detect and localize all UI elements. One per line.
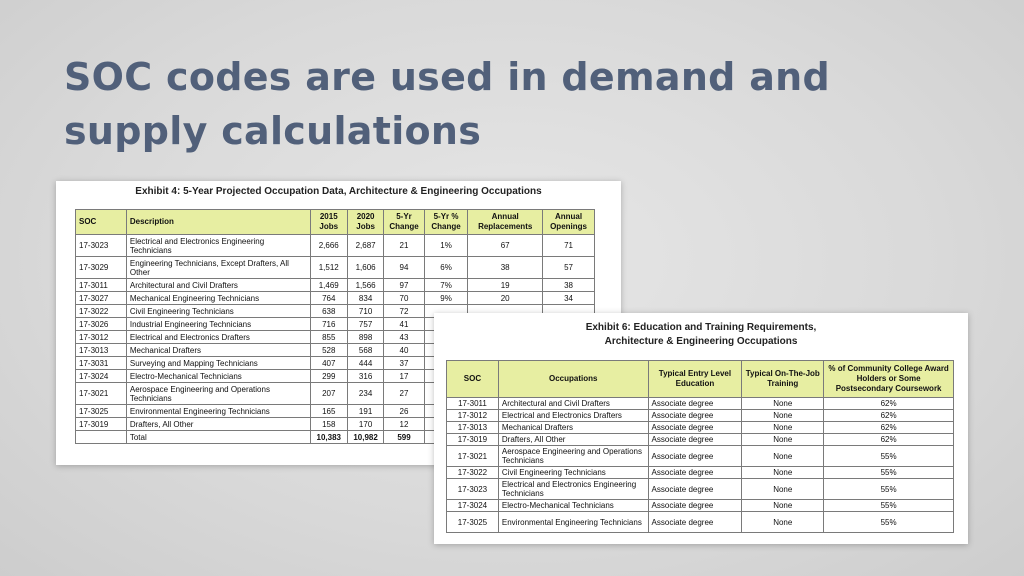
table-cell: Aerospace Engineering and Operations Technicians (498, 446, 648, 467)
table-cell: None (742, 422, 824, 434)
total-label: Total (126, 431, 310, 444)
column-header: Annual Replacements (468, 210, 543, 235)
table-cell: None (742, 500, 824, 512)
table-cell: 528 (310, 344, 347, 357)
table-cell: 17-3019 (447, 434, 499, 446)
exhibit-6-title-line-1: Exhibit 6: Education and Training Requirements, (585, 322, 817, 333)
table-cell: 17-3025 (447, 512, 499, 533)
table-cell: 1,469 (310, 279, 347, 292)
table-cell: 6% (424, 257, 468, 279)
table-cell: 70 (384, 292, 424, 305)
table-cell: 710 (347, 305, 383, 318)
table-cell: 55% (824, 467, 954, 479)
table-cell: 568 (347, 344, 383, 357)
table-cell: 17-3021 (76, 383, 127, 405)
table-cell: 38 (543, 279, 595, 292)
table-row (447, 500, 954, 512)
table-cell: None (742, 512, 824, 533)
table-cell: 855 (310, 331, 347, 344)
table-cell: Mechanical Drafters (498, 422, 648, 434)
table-cell: Aerospace Engineering and Operations Technicians (126, 383, 310, 405)
table-cell: Associate degree (648, 500, 742, 512)
table-cell: 207 (310, 383, 347, 405)
table-cell: Associate degree (648, 467, 742, 479)
table-cell: 1% (424, 235, 468, 257)
table-cell: 62% (824, 398, 954, 410)
table-cell: 41 (384, 318, 424, 331)
table-cell: 55% (824, 446, 954, 467)
table-row (447, 467, 954, 479)
table-cell (76, 431, 127, 444)
table-cell: Architectural and Civil Drafters (498, 398, 648, 410)
table-row (447, 479, 954, 500)
column-header: SOC (76, 210, 127, 235)
table-cell: 26 (384, 405, 424, 418)
table-cell: 62% (824, 422, 954, 434)
column-header: Typical On-The-Job Training (742, 361, 824, 398)
table-cell: None (742, 398, 824, 410)
table-cell: 55% (824, 479, 954, 500)
table-row (447, 512, 954, 533)
table-cell: 71 (543, 235, 595, 257)
table-cell: 40 (384, 344, 424, 357)
exhibit-6-title-line-2: Architecture & Engineering Occupations (604, 336, 798, 347)
table-row (447, 422, 954, 434)
table-row (76, 292, 595, 305)
column-header: 2020 Jobs (347, 210, 383, 235)
table-row (447, 398, 954, 410)
table-cell: 17-3011 (447, 398, 499, 410)
table-cell: 17-3031 (76, 357, 127, 370)
table-cell: Electro-Mechanical Technicians (498, 500, 648, 512)
table-cell: 2,666 (310, 235, 347, 257)
table-cell: Drafters, All Other (126, 418, 310, 431)
column-header: Description (126, 210, 310, 235)
table-cell: Associate degree (648, 398, 742, 410)
table-cell: 43 (384, 331, 424, 344)
table-cell: 7% (424, 279, 468, 292)
table-cell: Electro-Mechanical Technicians (126, 370, 310, 383)
table-cell: None (742, 479, 824, 500)
table-row (76, 235, 595, 257)
table-cell: 17-3025 (76, 405, 127, 418)
table-cell: Civil Engineering Technicians (126, 305, 310, 318)
table-cell: 17-3023 (447, 479, 499, 500)
table-cell: 19 (468, 279, 543, 292)
table-cell: 716 (310, 318, 347, 331)
table-cell: 17-3024 (447, 500, 499, 512)
table-cell: 17-3029 (76, 257, 127, 279)
table-cell: 21 (384, 235, 424, 257)
table-cell: None (742, 446, 824, 467)
table-cell: 57 (543, 257, 595, 279)
table-cell: Electrical and Electronics Drafters (498, 410, 648, 422)
table-cell: 834 (347, 292, 383, 305)
table-cell: None (742, 467, 824, 479)
table-cell: 1,512 (310, 257, 347, 279)
table-cell: 2,687 (347, 235, 383, 257)
table-cell: 20 (468, 292, 543, 305)
table-cell: Electrical and Electronics Drafters (126, 331, 310, 344)
table-cell: 12 (384, 418, 424, 431)
table-cell: 1,606 (347, 257, 383, 279)
table-cell: Civil Engineering Technicians (498, 467, 648, 479)
table-cell: 316 (347, 370, 383, 383)
table-cell: 72 (384, 305, 424, 318)
table-cell: 234 (347, 383, 383, 405)
exhibit-4-header-row (76, 210, 595, 235)
column-header: 5-Yr Change (384, 210, 424, 235)
table-cell: 34 (543, 292, 595, 305)
column-header: SOC (447, 361, 499, 398)
table-cell: Engineering Technicians, Except Drafters, All Other (126, 257, 310, 279)
table-cell: None (742, 410, 824, 422)
table-cell: 17-3013 (447, 422, 499, 434)
table-cell: 94 (384, 257, 424, 279)
table-cell: 299 (310, 370, 347, 383)
table-cell: 165 (310, 405, 347, 418)
table-cell: Surveying and Mapping Technicians (126, 357, 310, 370)
table-cell: Industrial Engineering Technicians (126, 318, 310, 331)
table-cell: 17-3012 (447, 410, 499, 422)
table-cell: 757 (347, 318, 383, 331)
table-cell: Associate degree (648, 434, 742, 446)
exhibit-6-header-row (447, 361, 954, 398)
total-2020-jobs: 10,982 (347, 431, 383, 444)
table-row (447, 434, 954, 446)
table-cell: 27 (384, 383, 424, 405)
exhibit-6-table (446, 360, 954, 533)
table-cell: 17-3022 (76, 305, 127, 318)
total-change: 599 (384, 431, 424, 444)
table-cell: 55% (824, 500, 954, 512)
table-cell: 17-3012 (76, 331, 127, 344)
table-cell: 17-3019 (76, 418, 127, 431)
table-cell: 17-3013 (76, 344, 127, 357)
table-cell: 407 (310, 357, 347, 370)
table-cell: 170 (347, 418, 383, 431)
table-cell: Environmental Engineering Technicians (126, 405, 310, 418)
table-cell: 17 (384, 370, 424, 383)
table-cell: 17-3011 (76, 279, 127, 292)
table-cell: 17-3027 (76, 292, 127, 305)
exhibit-6-title (434, 321, 968, 349)
table-cell: 17-3023 (76, 235, 127, 257)
table-cell: 191 (347, 405, 383, 418)
total-2015-jobs: 10,383 (310, 431, 347, 444)
table-cell: 638 (310, 305, 347, 318)
table-cell: 67 (468, 235, 543, 257)
exhibit-4-title: Exhibit 4: 5-Year Projected Occupation Data, Architecture & Engineering Occupations (135, 186, 542, 197)
table-cell: Associate degree (648, 479, 742, 500)
table-cell: Electrical and Electronics Engineering Technicians (498, 479, 648, 500)
table-row (447, 446, 954, 467)
table-row (76, 279, 595, 292)
table-cell: 37 (384, 357, 424, 370)
table-cell: 158 (310, 418, 347, 431)
column-header: 5-Yr % Change (424, 210, 468, 235)
table-cell: Associate degree (648, 422, 742, 434)
table-cell: None (742, 434, 824, 446)
table-cell: 97 (384, 279, 424, 292)
column-header: 2015 Jobs (310, 210, 347, 235)
slide-title: SOC codes are used in demand and supply calculations (64, 55, 830, 153)
column-header: Annual Openings (543, 210, 595, 235)
table-cell: Architectural and Civil Drafters (126, 279, 310, 292)
column-header: Typical Entry Level Education (648, 361, 742, 398)
table-cell: 17-3026 (76, 318, 127, 331)
table-row (76, 257, 595, 279)
table-cell: 1,566 (347, 279, 383, 292)
exhibit-6-table-image (434, 313, 968, 544)
table-cell: 898 (347, 331, 383, 344)
table-cell: 17-3022 (447, 467, 499, 479)
column-header: % of Community College Award Holders or Some Postsecondary Coursework (824, 361, 954, 398)
table-cell: 9% (424, 292, 468, 305)
table-cell: 62% (824, 434, 954, 446)
table-cell: 17-3021 (447, 446, 499, 467)
table-cell: 38 (468, 257, 543, 279)
table-cell: Electrical and Electronics Engineering Technicians (126, 235, 310, 257)
table-row (447, 410, 954, 422)
table-cell: 17-3024 (76, 370, 127, 383)
table-cell: Drafters, All Other (498, 434, 648, 446)
table-cell: Mechanical Engineering Technicians (126, 292, 310, 305)
table-cell: 55% (824, 512, 954, 533)
table-cell: Environmental Engineering Technicians (498, 512, 648, 533)
column-header: Occupations (498, 361, 648, 398)
table-cell: 62% (824, 410, 954, 422)
table-cell: 444 (347, 357, 383, 370)
table-cell: 764 (310, 292, 347, 305)
table-cell: Associate degree (648, 512, 742, 533)
table-cell: Associate degree (648, 410, 742, 422)
table-cell: Mechanical Drafters (126, 344, 310, 357)
table-cell: Associate degree (648, 446, 742, 467)
